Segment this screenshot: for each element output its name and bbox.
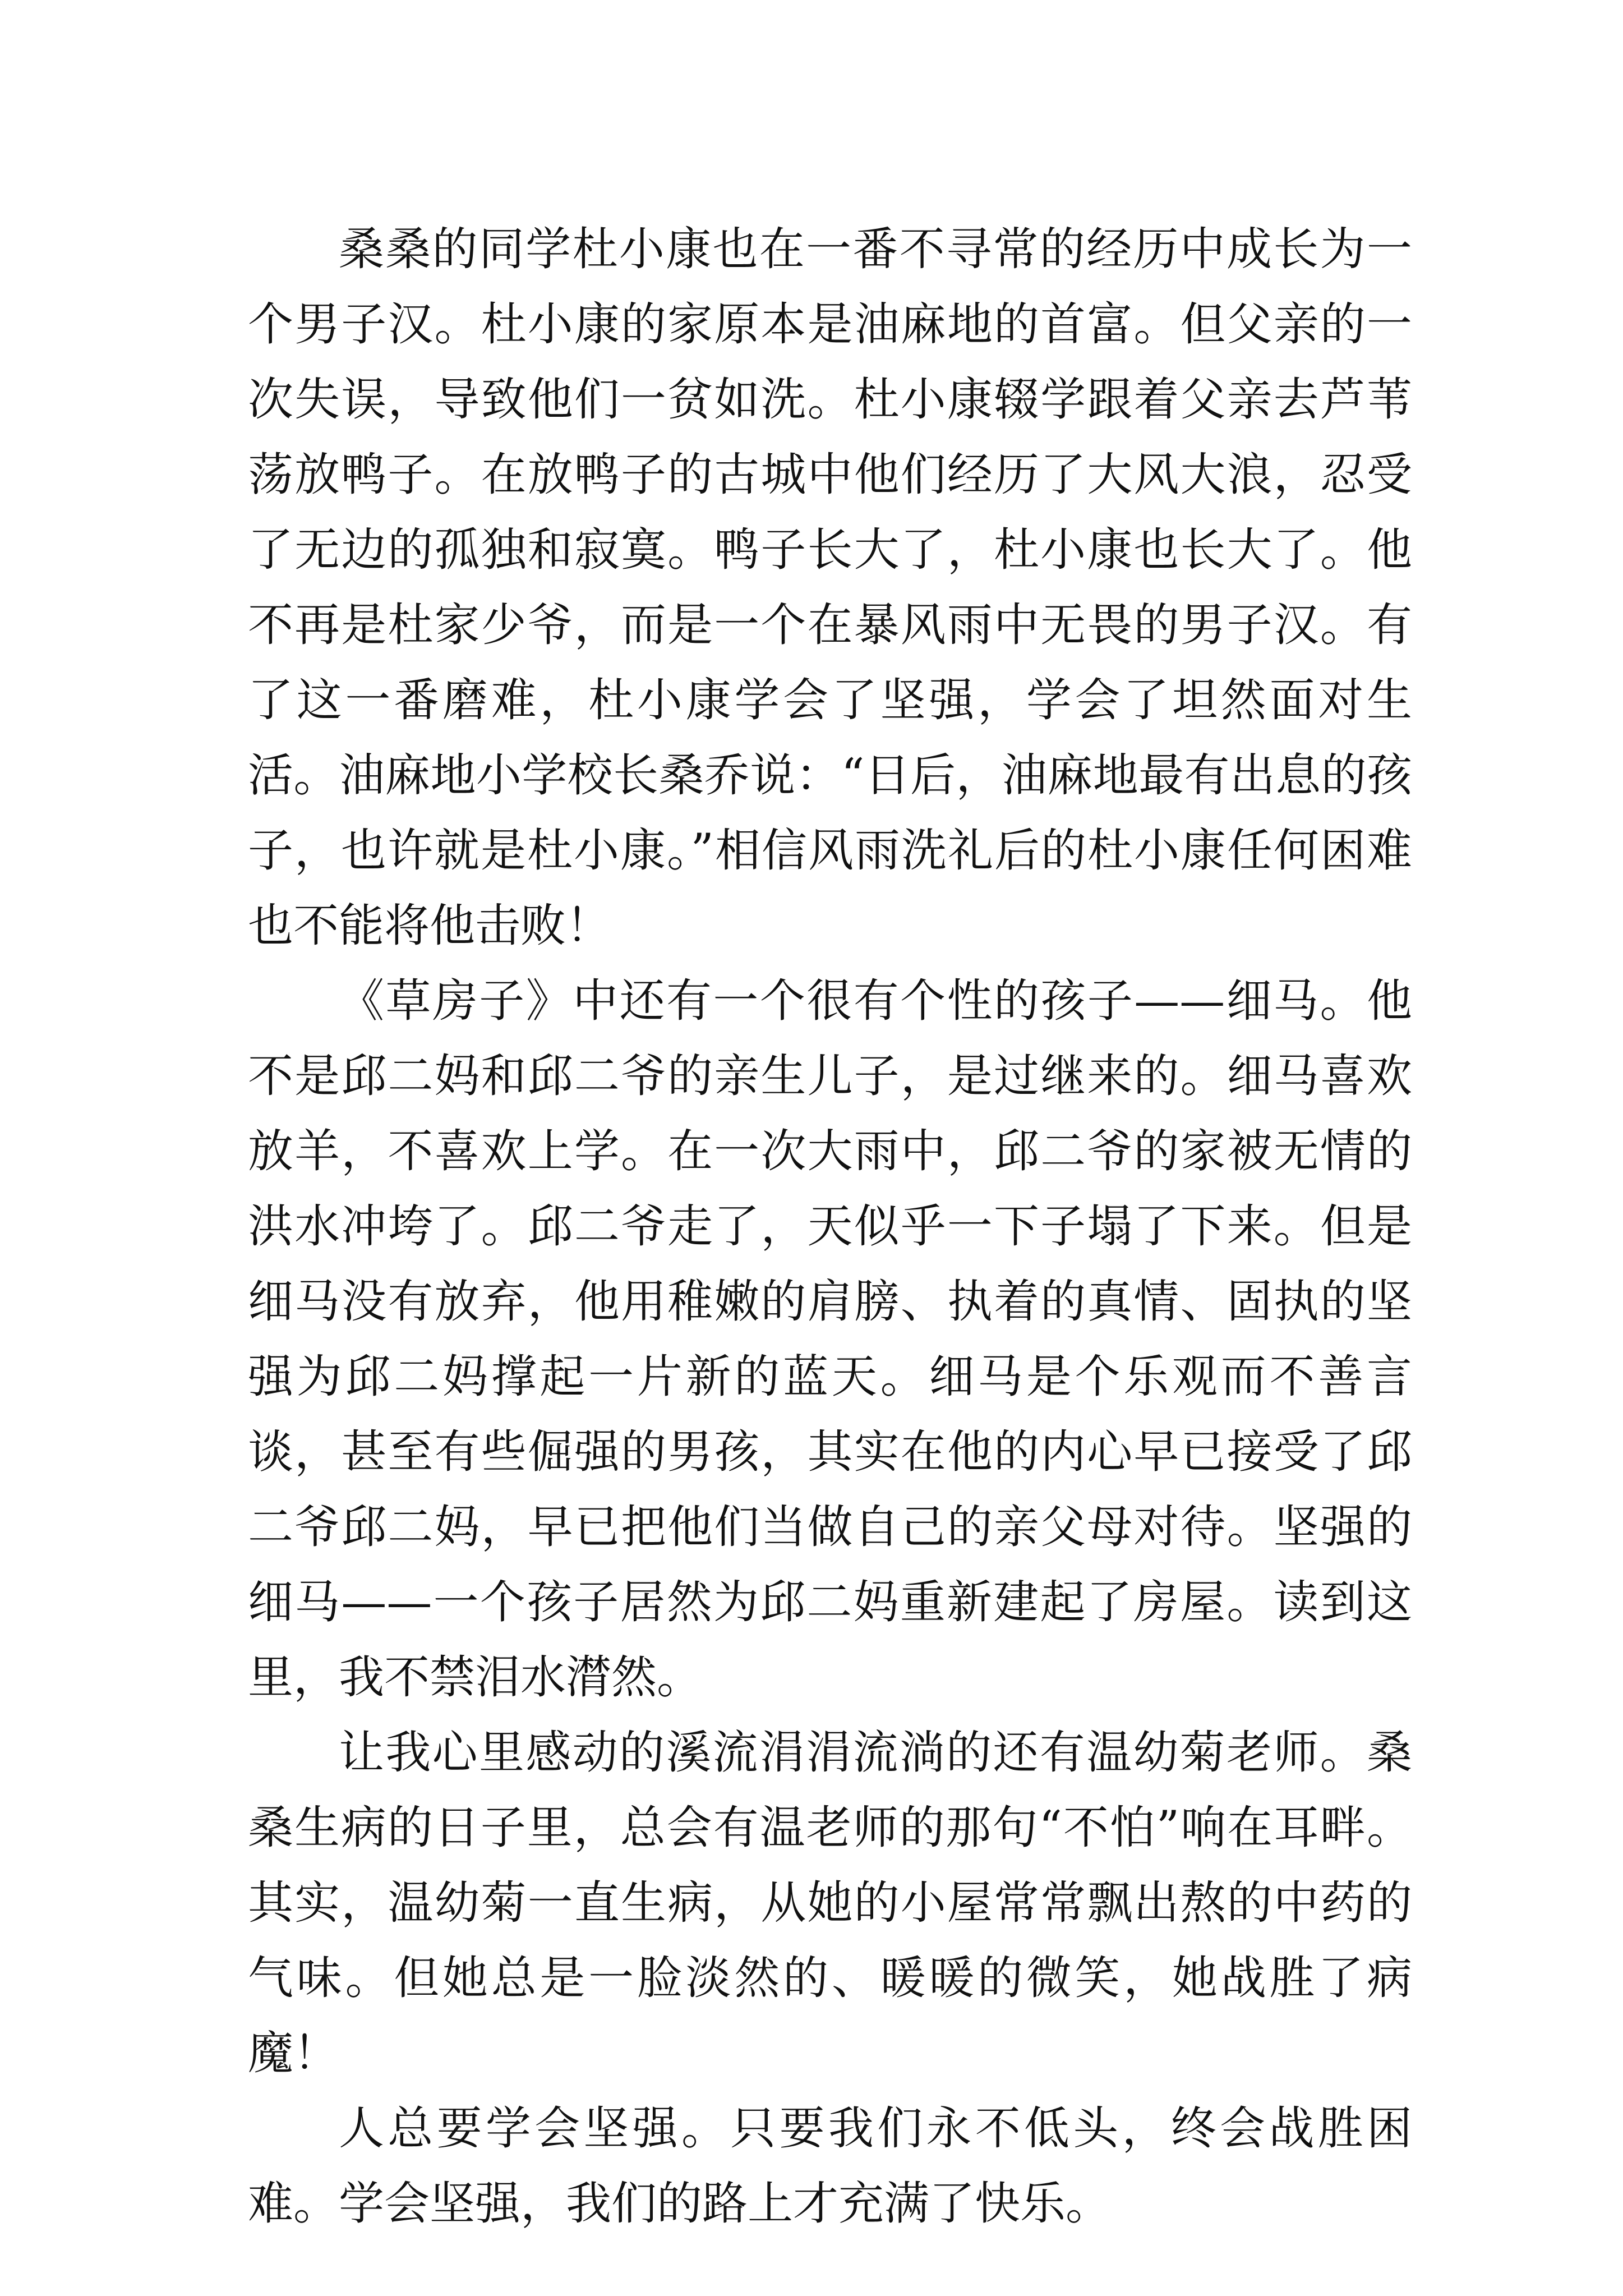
paragraph-wen-youju: 让我心里感动的溪流涓涓流淌的还有温幼菊老师。桑桑生病的日子里，总会有温老师的那句“不怕”响在耳畔。其实，温幼菊一直生病，从她的小屋常常飘出熬的中药的气味。但她总是一脸淡然的、暖暖的微笑，她战胜了病魔！: [248, 1727, 1412, 2080]
paragraph-xi-ma: 《草房子》中还有一个很有个性的孩子——细马。他不是邱二妈和邱二爷的亲生儿子，是过继来的。细马喜欢放羊，不喜欢上学。在一次大雨中，邱二爷的家被无情的洪水冲垮了。邱二爷走了，天似乎一下子塌了下来。但是细马没有放弃，他用稚嫩的肩膀、执着的真情、固执的坚强为邱二妈撑起一片新的蓝天。细马是个乐观而不善言谈，甚至有些倔强的男孩，其实在他的内心早已接受了邱二爷邱二妈，早已把他们当做自己的亲父母对待。坚强的细马——一个孩子居然为邱二妈重新建起了房屋。读到这里，我不禁泪水潸然。: [248, 975, 1412, 1704]
body-text: [248, 212, 1412, 2242]
paragraph-du-xiaokang: 桑桑的同学杜小康也在一番不寻常的经历中成长为一个男子汉。杜小康的家原本是油麻地的首富。但父亲的一次失误，导致他们一贫如洗。杜小康辍学跟着父亲去芦苇荡放鸭子。在放鸭子的古城中他们经历了大风大浪，忍受了无边的孤独和寂寞。鸭子长大了，杜小康也长大了。他不再是杜家少爷，而是一个在暴风雨中无畏的男子汉。有了这一番磨难，杜小康学会了坚强，学会了坦然面对生活。油麻地小学校长桑乔说：“日后，油麻地最有出息的孩子，也许就是杜小康。”相信风雨洗礼后的杜小康任何困难也不能将他击败！: [248, 223, 1412, 953]
paragraph-conclusion: 人总要学会坚强。只要我们永不低头，终会战胜困难。学会坚强，我们的路上才充满了快乐。: [248, 2102, 1412, 2230]
